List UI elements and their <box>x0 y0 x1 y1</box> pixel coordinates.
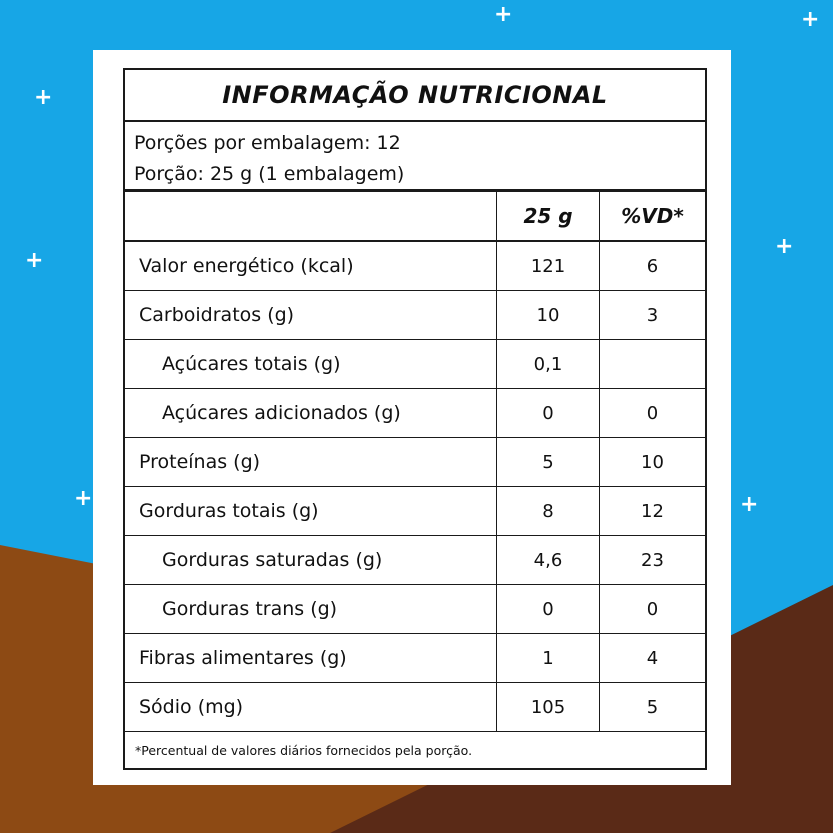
plus-icon: + <box>74 486 93 511</box>
nutrient-daily-value: 6 <box>646 255 659 277</box>
nutrient-daily-value: 4 <box>646 647 659 669</box>
nutrient-daily-value: 10 <box>641 451 664 473</box>
header-amount: 25 g <box>497 192 600 240</box>
nutrient-amount: 10 <box>497 291 600 339</box>
table-row <box>125 634 705 683</box>
table-row <box>125 389 705 438</box>
plus-icon: + <box>801 7 820 32</box>
plus-icon: + <box>494 2 513 27</box>
table-title: INFORMAÇÃO NUTRICIONAL <box>125 70 705 122</box>
nutrient-name: Açúcares totais (g) <box>125 340 497 388</box>
table-row <box>125 438 705 487</box>
nutrient-name: Açúcares adicionados (g) <box>125 389 497 437</box>
nutrient-name: Gorduras totais (g) <box>125 487 497 535</box>
table-row <box>125 536 705 585</box>
nutrient-daily-value: 0 <box>646 598 659 620</box>
nutrient-daily-value: 12 <box>641 500 664 522</box>
servings-per-package: Porções por embalagem: 12 <box>134 132 401 154</box>
nutrient-amount: 5 <box>497 438 600 486</box>
nutrient-daily-value: 3 <box>646 304 659 326</box>
nutrient-amount: 0 <box>497 389 600 437</box>
table-row <box>125 291 705 340</box>
nutrient-name: Gorduras saturadas (g) <box>125 536 497 584</box>
nutrient-amount: 1 <box>497 634 600 682</box>
nutrient-daily-value: 23 <box>641 549 664 571</box>
table-row <box>125 585 705 634</box>
nutrient-name: Gorduras trans (g) <box>125 585 497 633</box>
plus-icon: + <box>25 248 44 273</box>
nutrition-table <box>123 68 707 770</box>
nutrient-name: Fibras alimentares (g) <box>125 634 497 682</box>
column-header-row <box>125 192 705 242</box>
nutrient-amount: 4,6 <box>497 536 600 584</box>
plus-icon: + <box>740 492 759 517</box>
serving-info <box>125 122 705 192</box>
nutrient-daily-value: 5 <box>646 696 659 718</box>
header-daily-value: %VD* <box>621 204 684 228</box>
nutrient-daily-value <box>600 340 705 388</box>
table-row <box>125 487 705 536</box>
table-row <box>125 683 705 732</box>
table-row <box>125 242 705 291</box>
nutrient-name: Carboidratos (g) <box>125 291 497 339</box>
plus-icon: + <box>775 234 794 259</box>
footnote: *Percentual de valores diários fornecidos pela porção. <box>135 743 473 758</box>
nutrient-amount: 0 <box>497 585 600 633</box>
nutrient-amount: 8 <box>497 487 600 535</box>
nutrient-amount: 121 <box>497 242 600 290</box>
nutrient-name: Proteínas (g) <box>125 438 497 486</box>
nutrient-amount: 0,1 <box>497 340 600 388</box>
header-name-cell <box>125 192 497 240</box>
nutrient-daily-value: 0 <box>646 402 659 424</box>
nutrient-name: Valor energético (kcal) <box>125 242 497 290</box>
table-row <box>125 340 705 389</box>
plus-icon: + <box>34 85 53 110</box>
nutrient-amount: 105 <box>497 683 600 731</box>
nutrient-name: Sódio (mg) <box>125 683 497 731</box>
serving-size: Porção: 25 g (1 embalagem) <box>134 163 405 185</box>
nutrient-grid <box>125 192 705 732</box>
